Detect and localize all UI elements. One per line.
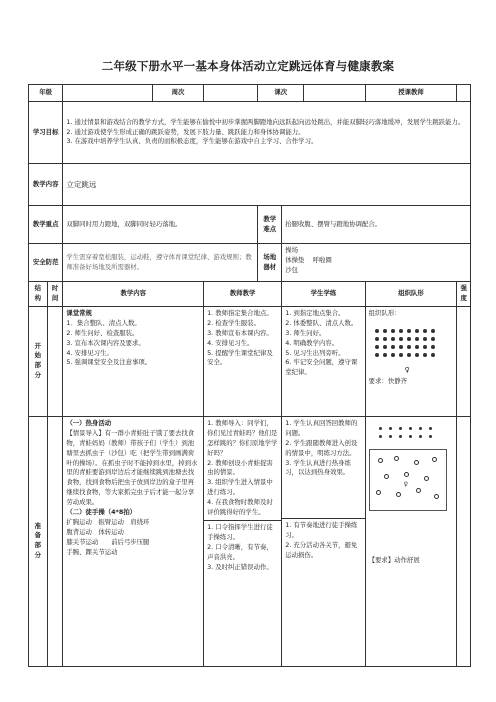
student-item: 1. 有节奏地进行徒手操练习。 [282, 518, 364, 541]
difficulty-value: 抬腿收腹、摆臂与蹬地协调配合。 [282, 206, 471, 244]
week-value [204, 85, 258, 102]
grade-label: 年级 [29, 85, 63, 102]
teacher-value [457, 85, 471, 102]
opening-item: 1．集合整队、清点人数。 [66, 318, 141, 327]
formation-row [375, 353, 435, 357]
opening-content [63, 306, 204, 416]
safety-value: 学生需穿着宽松服装，运动鞋，遵守体育课堂纪律、游戏规则；教师准备好场地及所需器材。 [63, 244, 258, 282]
teacher-label: 授课教师 [365, 85, 457, 102]
grade-value [63, 85, 153, 102]
opening-row [29, 306, 471, 416]
key-row [29, 206, 471, 244]
prep-teacher [204, 416, 282, 666]
opening-intensity [457, 306, 471, 416]
col-intensity: 强度 [457, 282, 471, 307]
page-title: 二年级下册水平一基本身体活动立定跳远体育与健康教案 [101, 59, 395, 73]
lesson-value [304, 85, 366, 102]
teacher-item: 2. 口令清晰，有节奏，声音洪亮。 [207, 542, 273, 561]
teacher-item: 1. 教师导入：同学们，你们见过青蛙吗？他们是怎样跳的？你们原地学学好吗？ [207, 418, 278, 457]
pond-area [369, 449, 447, 511]
week-label: 周次 [153, 85, 204, 102]
col-structure: 结构 [29, 282, 48, 307]
col-teacher: 教师教学 [204, 282, 282, 307]
opening-item: 4. 安排见习生。 [66, 348, 113, 357]
opening-teacher [204, 306, 282, 416]
prep-intensity [457, 416, 471, 666]
lesson-plan-table [28, 84, 471, 667]
org-label: 组织队形： [368, 308, 401, 317]
col-student: 学生学练 [282, 282, 365, 307]
prep-content [63, 416, 204, 666]
formation-row [375, 345, 435, 349]
student-item: 1. 学生认真回答回教师的问题。 [285, 418, 358, 437]
exercise-item: 膝关节运动 前后弓步压腿 [66, 537, 150, 546]
key-value: 双脚同时用力蹬地，双脚同时轻巧落地。 [63, 206, 258, 244]
teacher-item: 3. 教师宣布本课内容。 [207, 328, 273, 337]
teacher-item: 4. 在我食物时教师及时评价跳得好的学生。 [207, 498, 273, 517]
content-row [29, 164, 471, 206]
formation-diagram [369, 323, 449, 374]
objective-item: 3. 在游戏中培养学生认真、负责的而积极态度，学生能够在游戏中自主学习、合作学习。 [66, 137, 318, 146]
safety-row [29, 244, 471, 282]
prep-time [47, 416, 63, 666]
venue-label: 场地器材 [258, 244, 282, 282]
opening-org [365, 306, 457, 416]
objectives-list [63, 102, 471, 164]
content-label: 教学内容 [29, 164, 63, 206]
objective-item: 2. 通过游戏使学生形成正确的跳跃姿势，发展下肢力量、跳跃能力和身体协调能力。 [66, 127, 305, 136]
exercise-item: 扩胸运动 振臂运动 肩绕环 [66, 518, 150, 527]
teacher-item: 4. 安排见习生。 [207, 338, 254, 347]
venue-item: 操场 [285, 246, 299, 254]
teacher-item: 5. 提醒学生课堂纪律及安全。 [207, 348, 273, 367]
formation-row [375, 329, 435, 333]
warmup-text: 【情景导入】有一群小青蛙肚子饿了要去找食物，青蛙妈妈（教师）带孩子们（学生）到池塘里去抓虫子（沙包）吃（把学生带到画满荷叶的操场）。在抓虫子时不能掉到水里，掉到水里的青蛙要游到岸边后才能继续跳到池塘去找食物，找到食物后把虫子放到岸边的盒子里再继续找食物，等大家抓完虫子后才能一起分享劳动成果。 [66, 428, 198, 507]
teacher-figure-icon: ♀ [403, 480, 409, 488]
student-item: 1. 到指定地点集合。 [285, 308, 345, 317]
exercise-item: 腹背运动 体转运动 [66, 527, 124, 536]
objective-item: 1. 通过情景和游戏结合的教学方式，学生能够在愉悦中初步掌握两脚蹬地向远跃起向远处跳出，并能双脚轻巧落地缓冲，发展学生跳跃能力。 [66, 117, 465, 126]
objectives-row [29, 102, 471, 164]
difficulty-label: 教学难点 [258, 206, 282, 244]
col-org: 组织队形 [365, 282, 457, 307]
teacher-item: 3. 组织学生进入情景中进行练习。 [207, 478, 273, 497]
objectives-label: 学习目标 [29, 102, 63, 164]
venue-list [282, 244, 471, 282]
student-item: 4. 明确教学内容。 [285, 338, 339, 347]
col-content: 教学内容 [63, 282, 204, 307]
opening-item: 2. 师生问好、检查服装。 [66, 328, 139, 337]
formation-row [375, 337, 435, 341]
student-item: 6. 牢记安全问题，遵守课堂纪律。 [285, 358, 358, 377]
exercise-item: 手腕、踝关节运动 [66, 547, 118, 556]
prep-student [282, 416, 365, 666]
org-requirement: 【要求】动作舒展 [368, 555, 420, 564]
student-item: 2. 体委整队、清点人数。 [285, 318, 358, 327]
student-item: 5. 见习生出列旁听。 [285, 348, 345, 357]
warmup-title: （一）热身活动 [66, 418, 112, 427]
student-item: 2. 学生跟随教师进入创设的情景中，明练习方法。 [285, 438, 358, 457]
student-item: 3. 学生认真进行热身练习，以达到热身效果。 [285, 458, 351, 477]
teacher-item: 1. 口令指挥学生进行徒手操练习。 [204, 520, 281, 543]
column-header-row [29, 282, 471, 307]
game-field-diagram [369, 421, 449, 516]
org-requirement: 要求：快静齐 [368, 376, 407, 385]
opening-time [47, 306, 63, 416]
exercise-title: （二）徒手操（4*8拍） [66, 508, 137, 517]
key-label: 教学重点 [29, 206, 63, 244]
student-item: 2. 充分活动各关节，避免运动损伤。 [285, 541, 358, 560]
prep-label: 准备部分 [29, 416, 48, 666]
opening-item: 5. 强调课堂安全及注意事项。 [66, 358, 152, 367]
teacher-item: 3. 及时纠正错误动作。 [207, 562, 273, 571]
content-value: 立定跳远 [63, 164, 471, 206]
opening-label: 开始部分 [29, 306, 48, 416]
header-row [29, 85, 471, 102]
prep-org [365, 416, 457, 666]
opening-item: 3. 宣布本次课内容及要求。 [66, 338, 145, 347]
venue-item: 体操垫 呼啦圈 [285, 255, 332, 264]
venue-item: 沙包 [285, 265, 299, 274]
lesson-label: 课次 [258, 85, 304, 102]
col-time: 时间 [47, 282, 63, 307]
safety-label: 安全防范 [29, 244, 63, 282]
student-item: 3. 师生问好。 [285, 328, 326, 337]
teacher-item: 1. 教师指定集合地点。 [207, 308, 273, 317]
prep-row [29, 416, 471, 666]
opening-title: 课堂常规 [66, 308, 92, 317]
teacher-figure-icon: ♀ [404, 365, 410, 374]
teacher-item: 2. 检查学生服装。 [207, 318, 260, 327]
opening-student [282, 306, 365, 416]
teacher-item: 2. 教师创设小青蛙捉害虫的情景。 [207, 458, 273, 477]
